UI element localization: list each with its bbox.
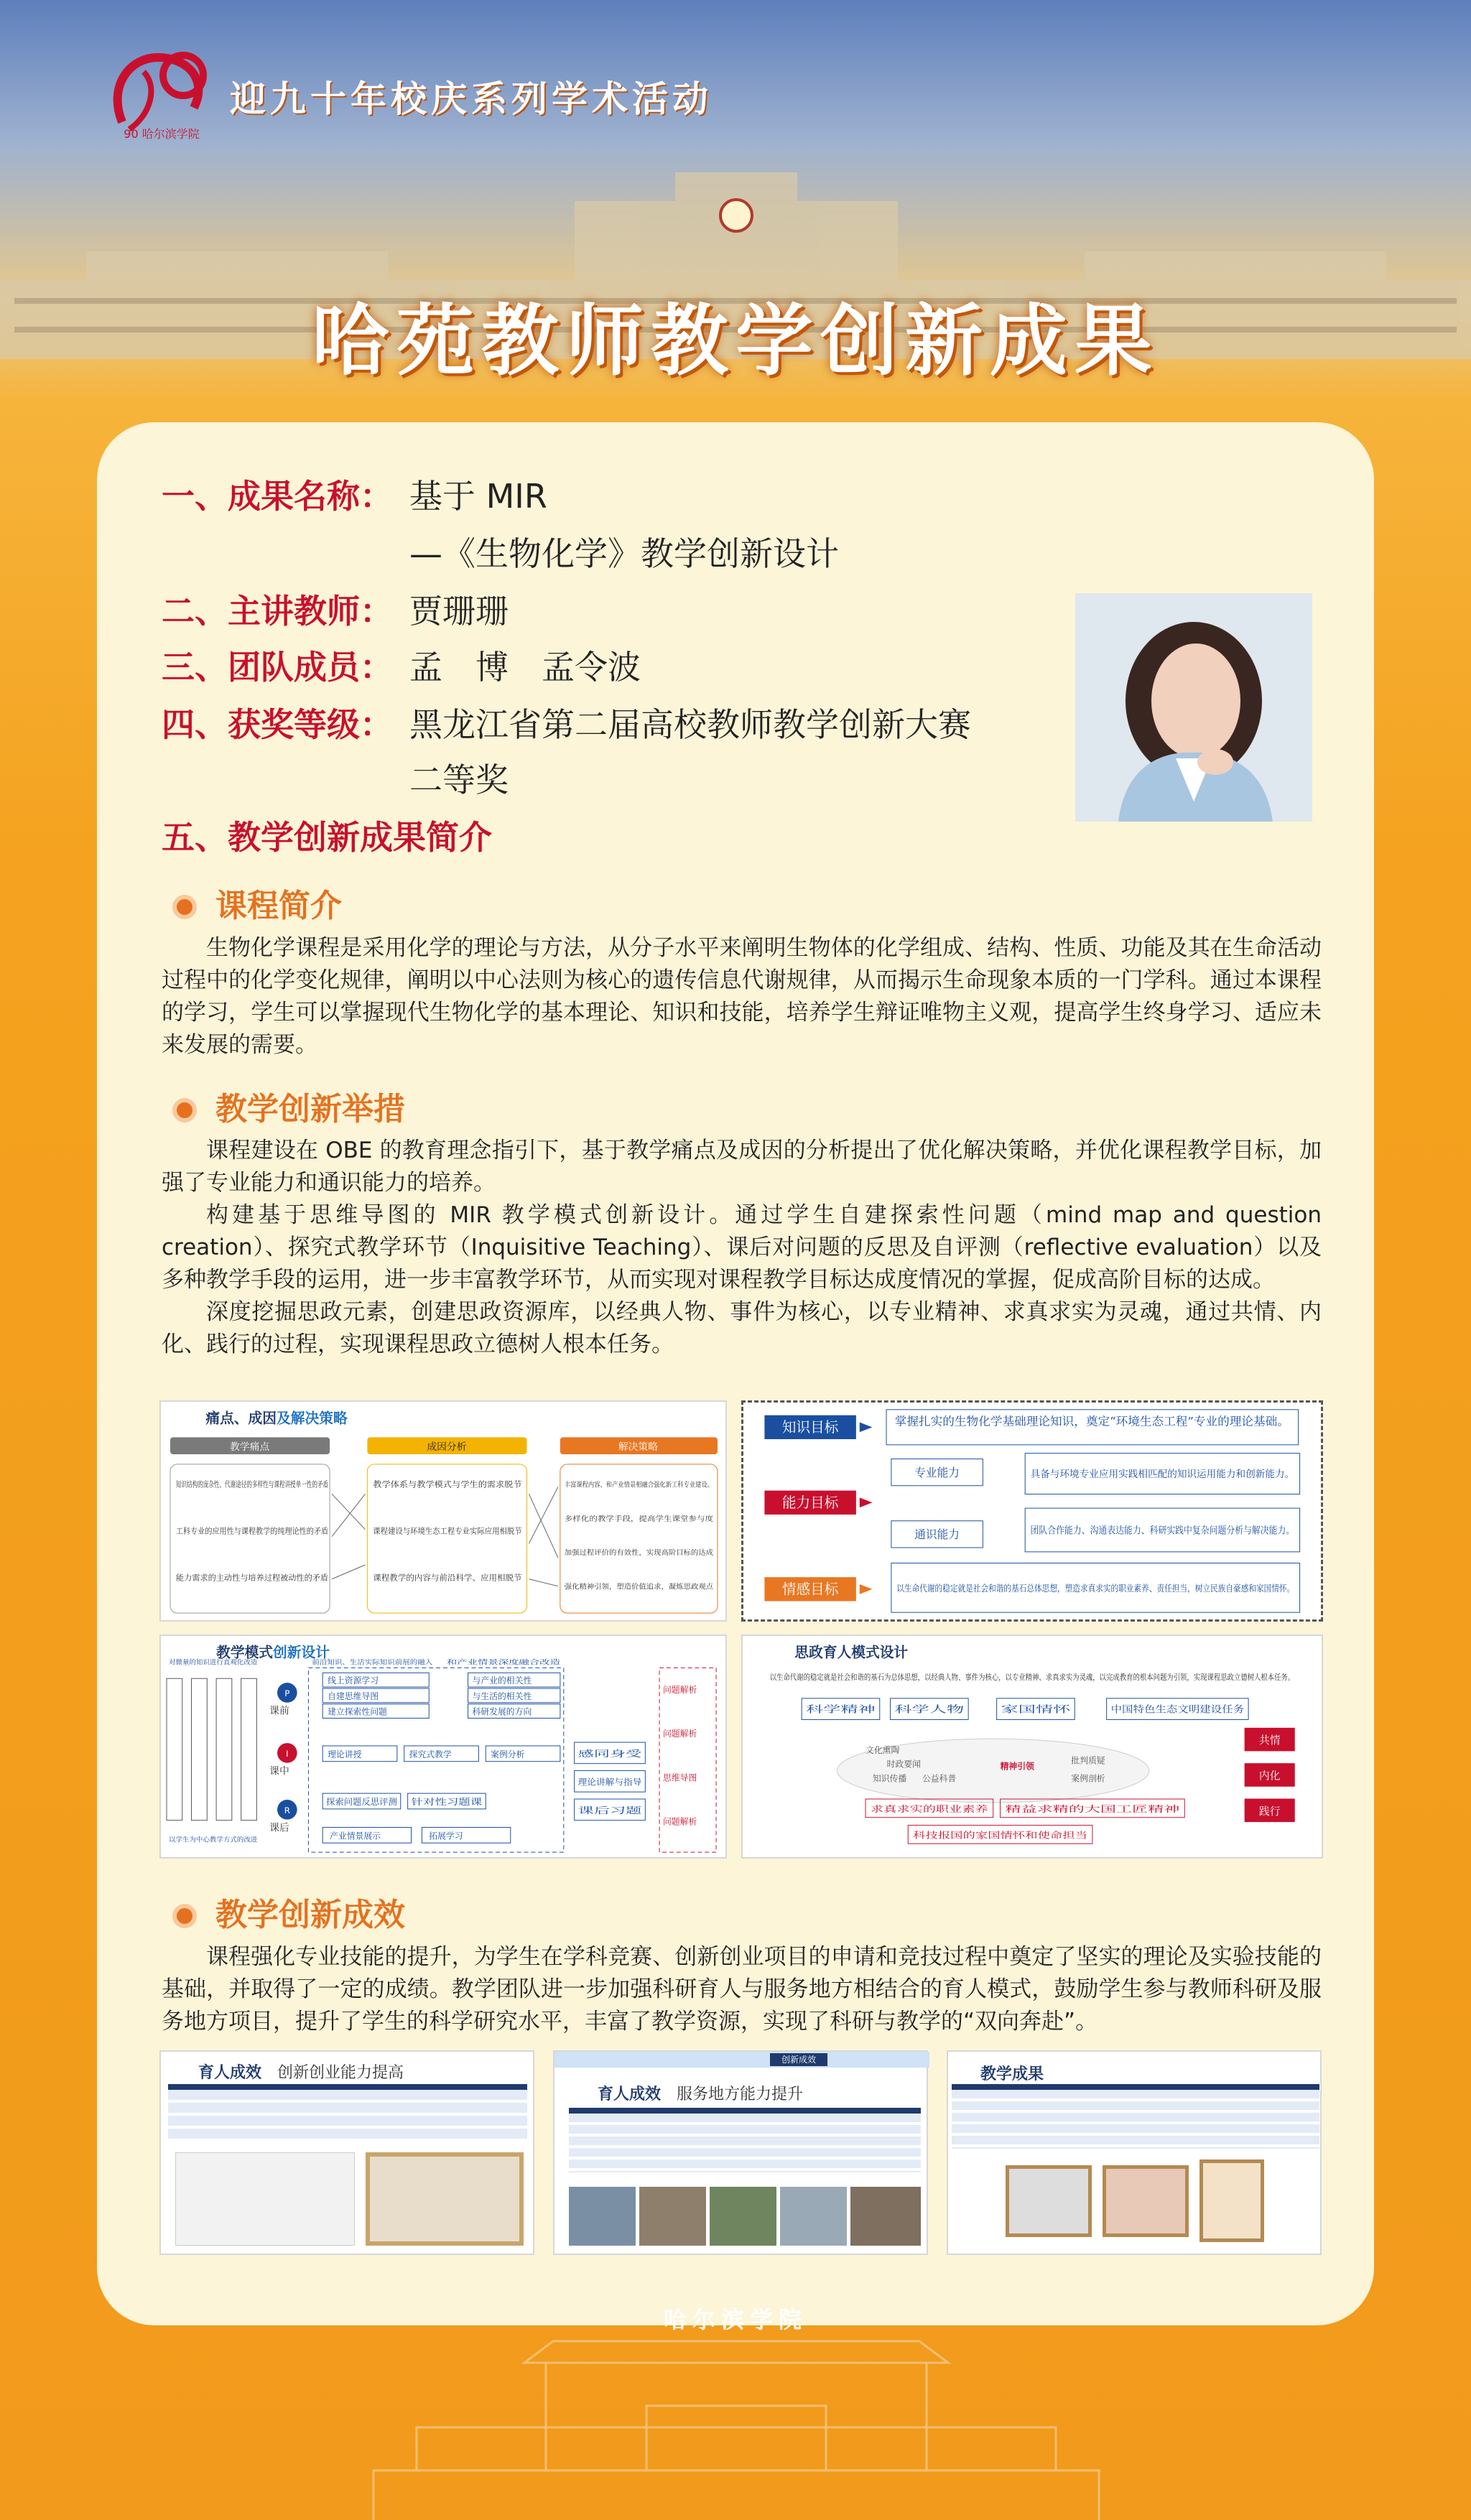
fig3-mid-label: 对微量的知识进行直观化改造 xyxy=(168,1659,252,1667)
fig4-value: 精益求精的大国工匠精神 xyxy=(1005,1803,1180,1814)
fig4-value: 科技报国的家国情怀和使命担当 xyxy=(913,1830,1087,1841)
fig4-center-item: 批判质疑 xyxy=(1071,1755,1105,1766)
award-line1: 黑龙江省第二届高校教师教学创新大赛 xyxy=(409,705,971,744)
fig1-item: 强化精神引领，塑造价值追求，凝炼思政观点 xyxy=(564,1583,706,1591)
fig3-pre-step: 自建思维导图 xyxy=(328,1691,379,1701)
fig3-relevance: 与产业的相关性 xyxy=(472,1675,532,1686)
award-line2: 二等奖 xyxy=(409,761,509,799)
fig1-item: 教学体系与教学模式与学生的需求脱节 xyxy=(373,1479,506,1489)
svg-text:R: R xyxy=(284,1805,290,1815)
svg-text:团队合作能力、沟通表达能力、科研实践中复杂问题分析与解决能力: 团队合作能力、沟通表达能力、科研实践中复杂问题分析与解决能力。 xyxy=(1030,1525,1336,1537)
label-intro: 五、教学创新成果简介 xyxy=(162,818,492,857)
svg-text:具备与环境专业应用实践相匹配的知识运用能力和创新能力。: 具备与环境专业应用实践相匹配的知识运用能力和创新能力。 xyxy=(1030,1468,1296,1480)
svg-text:I: I xyxy=(286,1748,289,1759)
info-achievement-subtitle xyxy=(409,528,839,575)
measures-text: 课程建设在 OBE 的教育理念指引下，基于教学痛点及成因的分析提出了优化解决策略，并优化课程教学目标，加强了专业能力和通识能力的培养。 构建基于思维导图的 MIR 教学模式创新设计。通过学生自建探索性问题（mind map and question creation）、探究式教学环节（Inquisitive Teaching）、课后对问题的反思及自评测（reflective evaluation）以及多种教学手段的运用，进一步丰富教学环节，从而实现对课程教学目标达成度情况的掌握，促成高阶目标的达成。 深度挖掘思政元素，创建思政资源库，以经典人物、事件为核心，以专业精神、求真求实为灵魂，通过共情、内化、践行的过程，实现课程思政立德树人根本任务。 xyxy=(162,1138,1322,1357)
anniversary-slogan: 迎九十年校庆系列学术活动 xyxy=(230,78,713,120)
fig1-item: 课程教学的内容与前沿科学、应用相脱节 xyxy=(373,1573,514,1583)
fig4-center-item: 文化熏陶 xyxy=(866,1744,900,1755)
svg-text:知识目标: 知识目标 xyxy=(781,1419,839,1436)
svg-text:教学模式创新设计: 教学模式创新设计 xyxy=(216,1644,330,1661)
thumb2-tab: 创新成效 xyxy=(770,2053,827,2066)
thumb-education-results-2 xyxy=(553,2050,928,2255)
school-logo-icon xyxy=(101,43,223,144)
thumb-teaching-results xyxy=(947,2050,1322,2255)
fig3-side-step: 理论讲解与指导 xyxy=(577,1777,642,1787)
fig3-mid3-label: 和产业情景深度融合改造 xyxy=(446,1659,517,1667)
figure-pain-points xyxy=(159,1400,742,1622)
bullet-dot-icon xyxy=(172,895,197,919)
fig4-center-item: 时政要闻 xyxy=(886,1759,921,1770)
fig3-pre-step: 线上资源学习 xyxy=(328,1675,379,1686)
bullet-dot-icon xyxy=(172,1904,197,1928)
fig4-tag: 家国情怀 xyxy=(1001,1704,1038,1716)
svg-text:课后: 课后 xyxy=(269,1822,289,1834)
fig1-item: 多样化的教学手段，提高学生课堂参与度 xyxy=(564,1515,692,1523)
svg-text:情感目标: 情感目标 xyxy=(781,1581,839,1598)
fig3-side-label: 思维导图 xyxy=(663,1772,697,1783)
fig3-in-step: 案例分析 xyxy=(491,1749,525,1759)
fig3-relevance: 科研发展的方向 xyxy=(472,1706,532,1717)
achievement-name-line1: 基于 MIR xyxy=(409,477,547,516)
fig3-side-step: 感同身受 xyxy=(577,1748,642,1759)
fig3-in-step: 理论讲授 xyxy=(328,1749,362,1759)
svg-text:90 哈尔滨学院: 90 哈尔滨学院 xyxy=(124,127,200,141)
label-award: 四、获奖等级： xyxy=(162,705,393,744)
fig4-right-step: 共情 xyxy=(1258,1734,1281,1747)
fig4-value: 求真求实的职业素养 xyxy=(870,1803,989,1814)
fig3-mid2-label: 前沿知识、生活实际知识前展的融入 xyxy=(312,1659,414,1667)
fig4-center-item: 精神引领 xyxy=(1000,1761,1034,1772)
thumb3-title: 教学成果 xyxy=(980,2065,1044,2083)
page-title: 哈苑教师教学创新成果 xyxy=(311,297,1159,386)
goal-knowledge-text: 掌握扎实的生物化学基础理论知识，奠定“环境生态工程”专业的理论基础。 xyxy=(894,1414,1289,1428)
thumb2-title: 育人成效 服务地方能力提升 xyxy=(598,2086,804,2103)
fig1-item: 丰富课程内容、和产业情景相融合强化新工科专业建设。 xyxy=(564,1481,742,1489)
fig3-pre-step: 建立探索性问题 xyxy=(328,1706,387,1717)
course-intro-text: 生物化学课程是采用化学的理论与方法，从分子水平来阐明生物体的化学组成、结构、性质、功能及其在生命活动过程中的化学变化规律，阐明以中心法则为核心的遗传信息代谢规律，从而揭示生命现象本质的一门学科。通过本课程的学习，学生可以掌握现代生物化学的基本理论、知识和技能，培养学生辩证唯物主义观，提高学生终身学习、适应未来发展的需要。 xyxy=(162,935,1322,1058)
fig4-right-step: 内化 xyxy=(1258,1770,1281,1782)
teacher-portrait-photo xyxy=(1075,593,1312,822)
svg-text:以生命代谢的稳定就是社会和谐的基石为总体思想，以经典人物、事: 以生命代谢的稳定就是社会和谐的基石为总体思想，以经典人物、事件为核心，以专业精神、求真求实为灵魂，以完成教育的根本问题为引领，实现课程思政立德树人根本任务。 xyxy=(769,1673,1378,1683)
section-heading-measures: 教学创新举措 xyxy=(172,1083,405,1129)
info-award xyxy=(162,699,971,746)
fig4-right-step: 践行 xyxy=(1258,1805,1281,1818)
info-achievement-name xyxy=(162,470,547,518)
fig4-tag: 科学人物 xyxy=(894,1704,932,1716)
svg-text:通识能力: 通识能力 xyxy=(914,1528,960,1542)
svg-text:教学痛点: 教学痛点 xyxy=(229,1441,270,1454)
fig3-post-ext: 拓展学习 xyxy=(429,1831,463,1841)
section-heading-course: 课程简介 xyxy=(172,880,342,926)
label-team: 三、团队成员： xyxy=(162,648,393,687)
svg-text:以生命代谢的稳定就是社会和谐的基石总体思想，塑造求真求实的职: 以生命代谢的稳定就是社会和谐的基石总体思想，塑造求真求实的职业素养、责任担当，树立民族自豪感和家国情怀。 xyxy=(896,1583,1373,1594)
svg-text:解决策略: 解决策略 xyxy=(618,1441,659,1454)
info-intro-heading xyxy=(162,812,492,859)
fig1-item: 课程建设与环境生态工程专业实际应用相脱节 xyxy=(373,1526,529,1536)
fig3-relevance: 与生活的相关性 xyxy=(472,1691,532,1701)
fig1-item: 能力需求的主动性与培养过程被动性的矛盾 xyxy=(175,1573,324,1583)
fig4-center-item: 公益科普 xyxy=(922,1773,957,1784)
fig4-center-item: 知识传播 xyxy=(872,1773,907,1784)
fig3-side-label: 问题解析 xyxy=(663,1816,697,1827)
svg-text:课中: 课中 xyxy=(269,1765,289,1777)
svg-text:P: P xyxy=(284,1688,290,1698)
footer-gate-illustration xyxy=(373,2327,1099,2520)
svg-text:成因分析: 成因分析 xyxy=(427,1441,467,1454)
fig4-tag: 科学精神 xyxy=(806,1704,843,1716)
fig3-post-step: 探索问题反思评测 xyxy=(326,1796,397,1807)
fig3-side-label: 问题解析 xyxy=(663,1729,697,1739)
fig3-in-step: 探究式教学 xyxy=(409,1749,452,1759)
section-heading-results: 教学创新成效 xyxy=(172,1889,405,1935)
figure-ideology-mode xyxy=(741,1635,1378,1859)
fig1-item: 知识结构的庞杂性、代谢途径的多样性与课程讲授单一性的矛盾 xyxy=(175,1479,394,1489)
teacher-name: 贾珊珊 xyxy=(409,592,509,631)
achievement-name-line2: —《生物化学》教学创新设计 xyxy=(409,534,839,573)
svg-text:课前: 课前 xyxy=(269,1705,289,1717)
fig1-item: 加强过程评价的有效性，实现高阶目标的达成 xyxy=(564,1549,706,1558)
svg-text:痛点、成因及解决策略: 痛点、成因及解决策略 xyxy=(205,1410,348,1427)
svg-text:能力目标: 能力目标 xyxy=(781,1494,839,1512)
team-members: 孟 博 孟令波 xyxy=(409,648,641,687)
label-teacher: 二、主讲教师： xyxy=(162,592,393,631)
results-text: 课程强化专业技能的提升，为学生在学科竞赛、创新创业项目的申请和竞技过程中奠定了坚实的理论及实验技能的基础，并取得了一定的成绩。教学团队进一步加强科研育人与服务地方相结合的育人模式，鼓励学生参与教师科研及服务地方项目，提升了学生的科学研究水平，丰富了教学资源，实现了科研与教学的“双向奔赴”。 xyxy=(162,1944,1322,2035)
info-teacher xyxy=(162,585,509,633)
footer-school-name: 哈尔滨学院 xyxy=(663,2306,807,2333)
fig1-item: 工科专业的应用性与课程教学的纯理论性的矛盾 xyxy=(175,1526,340,1536)
fig3-side-step: 课后习题 xyxy=(577,1805,642,1815)
fig3-side-label: 问题解析 xyxy=(663,1684,697,1695)
thumb-education-results-1 xyxy=(159,2050,534,2255)
fig4-center-item: 案例剖析 xyxy=(1071,1773,1105,1784)
fig4-tag: 中国特色生态文明建设任务 xyxy=(1110,1704,1222,1716)
fig3-post-ext: 产业情景展示 xyxy=(330,1831,381,1841)
bullet-dot-icon xyxy=(172,1098,197,1122)
thumb1-title: 育人成效 创新创业能力提高 xyxy=(198,2064,404,2082)
fig3-post-step: 针对性习题课 xyxy=(411,1796,483,1807)
label-achievement-name: 一、成果名称： xyxy=(162,477,393,516)
svg-text:专业能力: 专业能力 xyxy=(914,1465,960,1479)
svg-text:思政育人模式设计: 思政育人模式设计 xyxy=(794,1644,909,1661)
figure-teaching-goals xyxy=(741,1400,1373,1622)
fig3-left-label: 以学生为中心教学方式的改进 xyxy=(168,1836,252,1844)
info-award-level xyxy=(409,754,509,801)
figure-teaching-mode xyxy=(159,1635,727,1859)
info-team xyxy=(162,641,641,689)
